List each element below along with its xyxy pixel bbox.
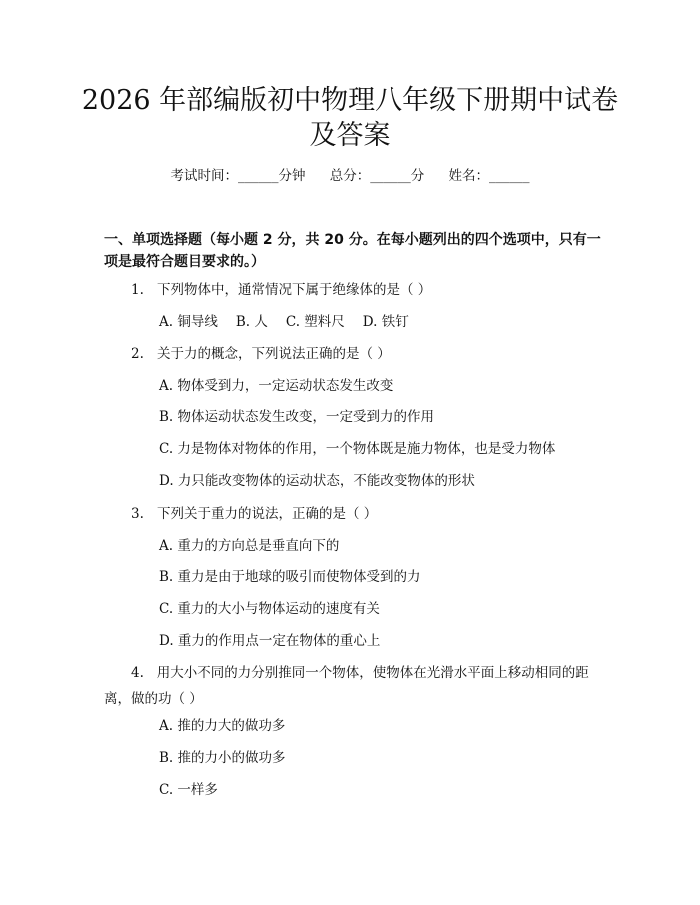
question-text: 用大小不同的力分别推同一个物体，使物体在光滑水平面上移动相同的距离，做的功（ ） [104,665,589,707]
question-3 [131,503,377,525]
option-b: B. 推的力小的做功多 [159,750,286,766]
section-heading: 一、单项选择题（每小题 2 分，共 20 分。在每小题列出的四个选项中，只有一项是最符合题目要求的。） [104,232,601,270]
exam-name: 姓名：______ [448,168,530,184]
option-d: D. 重力的作用点一定在物体的重心上 [159,633,381,649]
question-number: 1. [131,282,144,298]
exam-score: 总分：______分 [329,168,425,184]
exam-title-line1: 2026 年部编版初中物理八年级下册期中试卷 [81,85,619,116]
exam-title-line2: 及答案 [309,120,391,151]
question-1 [131,279,431,301]
option-a: A. 重力的方向总是垂直向下的 [159,538,340,554]
question-4 [104,660,602,712]
question-number: 3. [131,506,144,522]
option-d: D. 铁钉 [362,314,409,330]
option-d: D. 力只能改变物体的运动状态，不能改变物体的形状 [159,473,475,489]
option-b: B. 重力是由于地球的吸引而使物体受到的力 [159,569,421,585]
question-text: 下列物体中，通常情况下属于绝缘体的是（ ） [157,282,432,298]
question-number: 2. [131,346,144,362]
question-text: 关于力的概念，下列说法正确的是（ ） [157,346,391,362]
option-c: C. 一样多 [159,782,218,798]
option-c: C. 塑料尺 [285,314,345,330]
option-a: A. 物体受到力，一定运动状态发生改变 [159,378,394,394]
option-b: B. 物体运动状态发生改变，一定受到力的作用 [159,409,435,425]
option-c: C. 力是物体对物体的作用，一个物体既是施力物体，也是受力物体 [159,441,556,457]
question-1-options [159,311,427,333]
option-a: A. 铜导线 [159,314,218,330]
question-2 [131,343,391,365]
option-b: B. 人 [235,314,268,330]
option-a: A. 推的力大的做功多 [159,718,286,734]
question-number: 4. [131,665,144,681]
exam-meta [0,166,700,186]
question-text: 下列关于重力的说法，正确的是（ ） [157,506,378,522]
exam-time: 考试时间：______分钟 [170,168,306,184]
option-c: C. 重力的大小与物体运动的速度有关 [159,601,380,617]
